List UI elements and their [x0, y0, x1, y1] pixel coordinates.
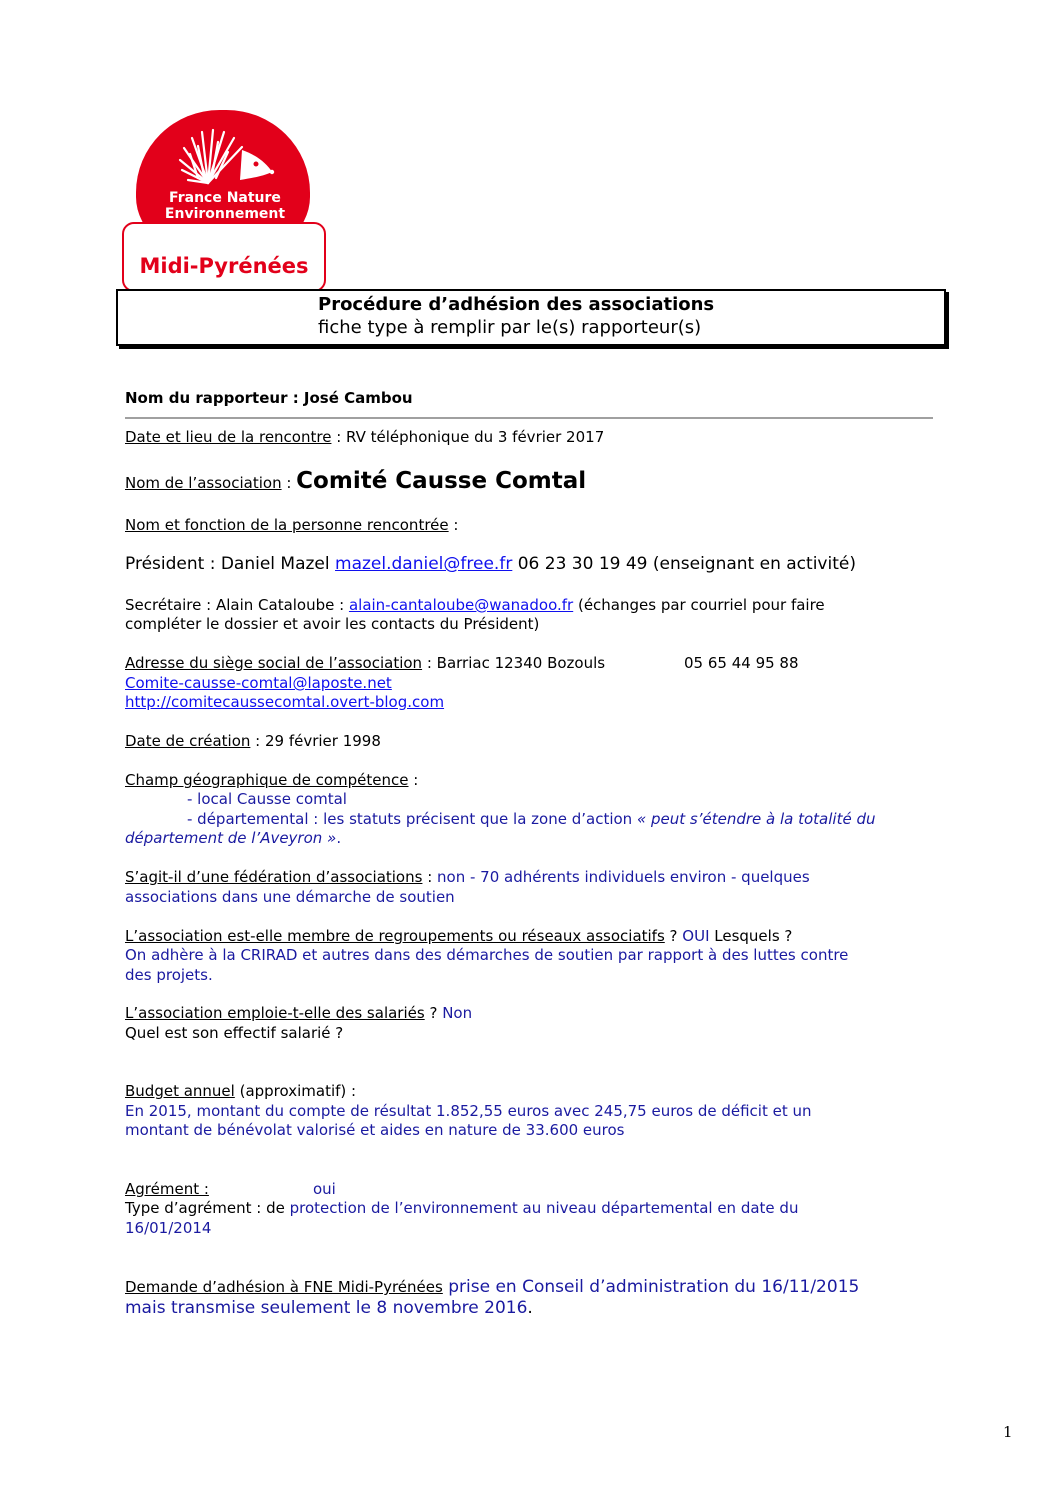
- champ-item2-prefix: - départemental : les statuts précisent que la zone d’action: [187, 810, 637, 828]
- president-row: [125, 554, 856, 575]
- membre-suffix: Lesquels ?: [709, 927, 793, 945]
- federation-label: S’agit-il d’une fédération d’associations: [125, 868, 423, 886]
- membre-line3: des projets.: [125, 966, 213, 984]
- association-row: [125, 466, 586, 498]
- logo-line2: Environnement: [164, 206, 286, 222]
- secretaire-email-link[interactable]: alain-cantaloube@wanadoo.fr: [348, 596, 574, 614]
- siege-email-link[interactable]: Comite-causse-comtal@laposte.net: [125, 674, 392, 692]
- fne-midi-pyrenees-logo: [118, 110, 332, 290]
- membre-oui: OUI: [682, 927, 710, 945]
- rencontre-label: Date et lieu de la rencontre: [125, 428, 332, 446]
- champ-item2-end: .: [336, 829, 342, 847]
- salaries-label: L’association emploie-t-elle des salariés: [125, 1004, 425, 1022]
- demande-label: Demande d’adhésion à FNE Midi-Pyrénées: [125, 1278, 443, 1296]
- siege-value: : Barriac 12340 Bozouls: [422, 654, 606, 672]
- president-email-link[interactable]: mazel.daniel@free.fr: [335, 554, 513, 574]
- secretaire-line2: compléter le dossier et avoir les contacts du Président): [125, 615, 540, 633]
- agrement-type-row: [125, 1198, 798, 1218]
- rencontre-row: [125, 427, 604, 447]
- hedgehog-icon: [168, 128, 278, 190]
- champ-item2-quote: « peut s’étendre à la totalité du: [636, 810, 876, 828]
- logo-line1: France Nature: [169, 190, 281, 206]
- agrement-label: Agrément :: [125, 1180, 209, 1198]
- creation-row: [125, 731, 381, 751]
- president-prefix: Président : Daniel Mazel: [125, 554, 336, 574]
- demande-line2-row: [125, 1298, 533, 1319]
- champ-item-local: - local Causse comtal: [187, 790, 347, 808]
- salaries-sep: ?: [424, 1004, 443, 1022]
- siege-row: [125, 653, 605, 673]
- membre-row: [125, 926, 792, 946]
- federation-value: non - 70 adhérents individuels environ - quelques: [437, 868, 810, 886]
- title-line1: Procédure d’adhésion des associations: [318, 294, 715, 315]
- page-number: 1: [1003, 1423, 1013, 1441]
- demande-value: prise en Conseil d’administration du 16/11/2015: [442, 1277, 860, 1297]
- salaries-value: Non: [442, 1004, 473, 1022]
- champ-item2-line2: département de l’Aveyron »: [125, 829, 337, 847]
- federation-sep: :: [422, 868, 438, 886]
- siege-label: Adresse du siège social de l’association: [125, 654, 423, 672]
- creation-value: : 29 février 1998: [250, 732, 381, 750]
- secretaire-row: [125, 595, 825, 615]
- title-box: [116, 289, 946, 346]
- champ-item2-line2-row: [125, 828, 341, 848]
- agrement-type-prefix: Type d’agrément : de: [125, 1199, 290, 1217]
- membre-line2: On adhère à la CRIRAD et autres dans des démarches de soutien par rapport à des luttes contre: [125, 946, 849, 964]
- rapporteur-name: Nom du rapporteur : José Cambou: [125, 389, 413, 407]
- federation-row: [125, 867, 810, 887]
- association-sep: :: [281, 474, 297, 492]
- budget-line3: montant de bénévolat valorisé et aides en nature de 33.600 euros: [125, 1121, 625, 1139]
- association-name: Comité Causse Comtal: [296, 468, 587, 494]
- demande-row: [125, 1276, 859, 1298]
- agrement-type-value: protection de l’environnement au niveau départemental en date du: [289, 1199, 799, 1217]
- budget-row: [125, 1081, 356, 1101]
- secretaire-suffix: (échanges par courriel pour faire: [573, 596, 825, 614]
- siege-website-link[interactable]: http://comitecaussecomtal.overt-blog.com: [125, 693, 445, 711]
- salaries-line2: Quel est son effectif salarié ?: [125, 1024, 344, 1042]
- champ-suffix: :: [408, 771, 419, 789]
- demande-line2: mais transmise seulement le 8 novembre 2016: [125, 1298, 528, 1318]
- separator-line: [125, 417, 933, 419]
- budget-label: Budget annuel: [125, 1082, 235, 1100]
- association-label: Nom de l’association: [125, 474, 282, 492]
- creation-label: Date de création: [125, 732, 251, 750]
- rencontre-value: : RV téléphonique du 3 février 2017: [331, 428, 605, 446]
- membre-label: L’association est-elle membre de regroupements ou réseaux associatifs: [125, 927, 665, 945]
- personne-label: Nom et fonction de la personne rencontrée: [125, 516, 449, 534]
- demande-end: .: [527, 1298, 533, 1318]
- champ-row: [125, 770, 418, 790]
- siege-phone: 05 65 44 95 88: [684, 654, 799, 672]
- personne-row: [125, 515, 458, 535]
- salaries-row: [125, 1003, 472, 1023]
- personne-label-suffix: :: [448, 516, 459, 534]
- secretaire-prefix: Secrétaire : Alain Cataloube :: [125, 596, 349, 614]
- budget-line2: En 2015, montant du compte de résultat 1.852,55 euros avec 245,75 euros de déficit et un: [125, 1102, 812, 1120]
- title-line2: fiche type à remplir par le(s) rapporteur(s): [318, 317, 702, 338]
- champ-item-departemental: [187, 809, 875, 829]
- logo-region: Midi-Pyrénées: [139, 254, 309, 278]
- champ-label: Champ géographique de compétence: [125, 771, 409, 789]
- federation-line2: associations dans une démarche de soutien: [125, 888, 455, 906]
- membre-sep: ?: [664, 927, 683, 945]
- budget-suffix: (approximatif) :: [234, 1082, 357, 1100]
- president-suffix: 06 23 30 19 49 (enseignant en activité): [512, 554, 856, 574]
- agrement-value: oui: [313, 1180, 336, 1198]
- agrement-type-line2: 16/01/2014: [125, 1219, 212, 1237]
